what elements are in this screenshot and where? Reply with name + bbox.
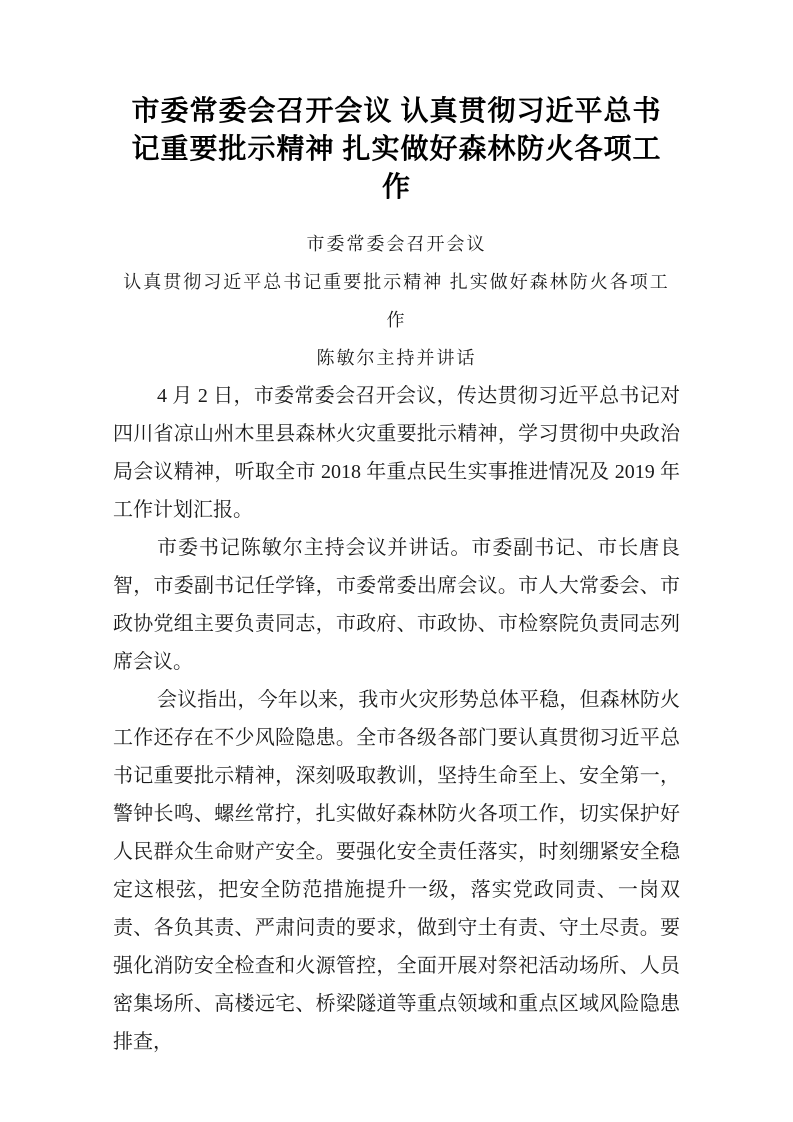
subheading-1-line: 市委常委会召开会议 bbox=[306, 234, 487, 254]
body-paragraph-3: 会议指出，今年以来，我市火灾形势总体平稳，但森林防火工作还存在不少风险隐患。全市各级各部门要认真贯彻习近平总书记重要批示精神，深刻吸取教训，坚持生命至上、安全第一，警钟长鸣、螺丝常拧，扎实做好森林防火各项工作，切实保护好人民群众生命财产安全。要强化安全责任落实，时刻绷紧安全稳定这根弦，把安全防范措施提升一级，落实党政同责、一岗双责、各负其责、严肃问责的要求，做到守土有责、守土尽责。要强化消防安全检查和火源管控，全面开展对祭祀活动场所、人员密集场所、高楼远宅、桥梁隧道等重点领域和重点区域风险隐患排查， bbox=[113, 689, 680, 1053]
document-title-line-2: 记重要批示精神 扎实做好森林防火各项工 bbox=[131, 134, 662, 165]
subheading-2 bbox=[113, 263, 680, 339]
subheading-2-line-1: 认真贯彻习近平总书记重要批示精神 扎实做好森林防火各项工 bbox=[123, 272, 670, 292]
document-title-line-3: 作 bbox=[381, 172, 411, 203]
subheading-2-line-2: 作 bbox=[386, 310, 407, 330]
document-title bbox=[113, 93, 680, 207]
body-paragraph-1: 4 月 2 日，市委常委会召开会议，传达贯彻习近平总书记对四川省凉山州木里县森林火灾重要批示精神，学习贯彻中央政治局会议精神，听取全市 2018 年重点民生实事推进情况及 2019 年工作计划汇报。 bbox=[113, 385, 680, 521]
byline: 陈敏尔主持并讲话 bbox=[316, 348, 477, 368]
document-title-line-1: 市委常委会召开会议 认真贯彻习近平总书 bbox=[131, 96, 662, 127]
body-paragraph-2: 市委书记陈敏尔主持会议并讲话。市委副书记、市长唐良智，市委副书记任学锋，市委常委出席会议。市人大常委会、市政协党组主要负责同志，市政府、市政协、市检察院负责同志列席会议。 bbox=[113, 537, 680, 673]
document-body bbox=[113, 377, 680, 1061]
subheading-1 bbox=[113, 225, 680, 263]
